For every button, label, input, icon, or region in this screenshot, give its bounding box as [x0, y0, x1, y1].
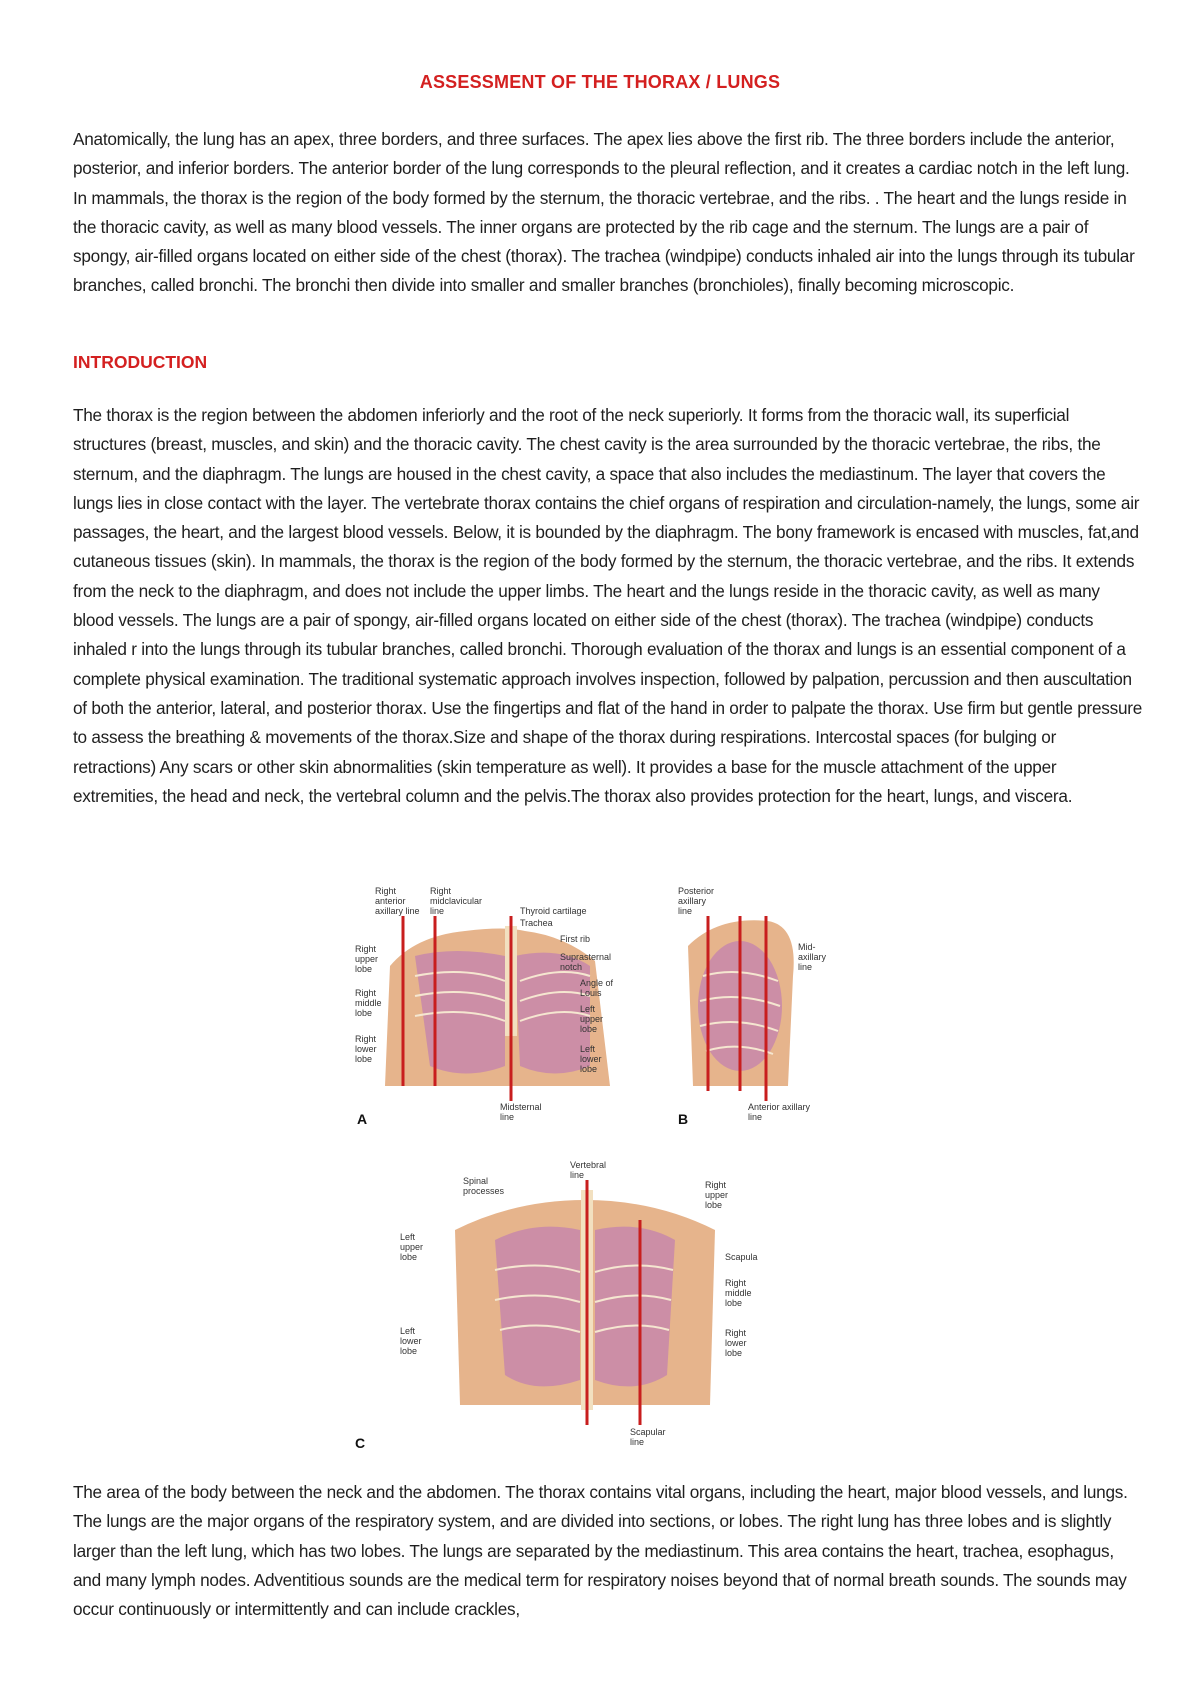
svg-text:Angle ofLouis: Angle of Louis: [580, 978, 614, 998]
svg-text:Suprasternalnotch: Suprasternal notch: [560, 952, 612, 972]
document-title: ASSESSMENT OF THE THORAX / LUNGS: [419, 72, 781, 92]
svg-text:Posterioraxillaryline: Posterior axillary line: [678, 886, 715, 916]
svg-text:Mid-axillaryline: Mid-axillary line: [798, 942, 827, 972]
svg-text:Vertebralline: Vertebral line: [570, 1160, 607, 1180]
label-midsternal-line: Midsternal: [500, 1102, 542, 1112]
label-right-middle-lobe-posterior: Right: [725, 1278, 747, 1288]
label-left-lower-lobe-posterior: Left: [400, 1326, 416, 1336]
panel-letter-a: A: [357, 1111, 368, 1127]
label-posterior-axillary-line: Posterior: [678, 886, 715, 896]
figure-anterior-thorax: [355, 886, 685, 1136]
label-mid-axillary-line: Mid-: [798, 942, 816, 952]
panel-letter-b: B: [678, 1111, 689, 1127]
label-first-rib: First rib: [560, 934, 590, 944]
label-right-upper-lobe: Right: [355, 944, 377, 954]
svg-text:Leftupperlobe: Left upper lobe: [580, 1004, 604, 1034]
svg-text:Rightlowerlobe: Right lower lobe: [355, 1034, 377, 1064]
label-left-lower-lobe: Left: [580, 1044, 596, 1054]
label-left-upper-lobe-posterior: Left: [400, 1232, 416, 1242]
label-angle-of-louis: Angle of: [580, 978, 614, 988]
panel-letter-c: C: [355, 1435, 366, 1450]
svg-text:Anterior axillaryline: Anterior axillary line: [748, 1102, 811, 1122]
label-vertebral-line: Vertebral: [570, 1160, 607, 1170]
figure-lateral-thorax: [678, 886, 858, 1136]
label-right-lower-lobe: Right: [355, 1034, 377, 1044]
introduction-heading: INTRODUCTION: [73, 352, 208, 372]
label-anterior-axillary-line: Anterior axillary: [748, 1102, 811, 1112]
svg-text:Leftlowerlobe: Left lower lobe: [400, 1326, 422, 1356]
paragraph-introduction: The thorax is the region between the abdomen inferiorly and the root of the neck superiorly. It forms from the thoracic wall, its superficial structures (breast, muscles, and skin) and the thoracic cavity. The chest cavity is the area surrounded by the thoracic vertebrae, the ribs, the sternum, and the diaphragm. The lungs are housed in the chest cavity, a space that also includes the mediastinum. The layer that covers the lungs lies in close contact with the layer. The vertebrate thorax contains the chief organs of respiration and circulation-namely, the lungs, some air passages, the heart, and the largest blood vessels. Below, it is bounded by the diaphragm. The bony framework is encased with muscles, fat,and cutaneous tissues (skin). In mammals, the thorax is the region of the body formed by the sternum, the thoracic vertebrae, and the ribs. It extends from the neck to the diaphragm, and does not include the upper limbs. The heart and the lungs reside in the thoracic cavity, as well as many blood vessels. The lungs are a pair of spongy, air-filled organs located on either side of the chest (thorax). The trachea (windpipe) conducts inhaled r into the lungs through its tubular branches, called bronchi. Thorough evaluation of the thorax and lungs is an essential component of a complete physical examination. The traditional systematic approach involves inspection, followed by palpation, percussion and then auscultation of both the anterior, lateral, and posterior thorax. Use the fingertips and flat of the hand in order to palpate the thorax. Use firm but gentle pressure to assess the breathing & movements of the thorax.Size and shape of the thorax during respirations. Intercostal spaces (for bulging or retractions) Any scars or other skin abnormalities (skin temperature as well). It provides a base for the muscle attachment of the upper extremities, the head and neck, the vertebral column and the pelvis.The thorax also provides protection for the heart, lungs, and viscera.: [73, 405, 1143, 806]
label-right-lower-lobe-posterior: Right: [725, 1328, 747, 1338]
label-right-middle-lobe: Right: [355, 988, 377, 998]
label-right-upper-lobe-posterior: Right: [705, 1180, 727, 1190]
svg-text:Rightupperlobe: Right upper lobe: [355, 944, 379, 974]
label-spinal-processes: Spinal: [463, 1176, 489, 1186]
svg-text:Rightanterioraxillary line: Right anterior axillary line: [375, 886, 420, 916]
svg-text:Midsternalline: Midsternal line: [500, 1102, 542, 1122]
svg-text:Rightmiddlelobe: Right middle lobe: [725, 1278, 752, 1308]
label-scapular-line: Scapular: [630, 1427, 666, 1437]
label-right-anterior-axillary-line: Right: [375, 886, 397, 896]
label-suprasternal-notch: Suprasternal: [560, 952, 612, 962]
label-thyroid-cartilage: Thyroid cartilage: [520, 906, 587, 916]
svg-text:Rightmiddlelobe: Right middle lobe: [355, 988, 382, 1018]
figure-posterior-thorax: [355, 1160, 835, 1450]
svg-text:Rightupperlobe: Right upper lobe: [705, 1180, 729, 1210]
svg-text:Leftupperlobe: Left upper lobe: [400, 1232, 424, 1262]
label-right-midclavicular-line: Right: [430, 886, 452, 896]
svg-text:Leftlowerlobe: Left lower lobe: [580, 1044, 602, 1074]
label-scapula: Scapula: [725, 1252, 758, 1262]
paragraph-lungs-summary: The area of the body between the neck and the abdomen. The thorax contains vital organs, including the heart, major blood vessels, and lungs. The lungs are the major organs of the respiratory system, and are divided into sections, or lobes. The right lung has three lobes and is slightly larger than the left lung, which has two lobes. The lungs are separated by the mediastinum. This area contains the heart, trachea, esophagus, and many lymph nodes. Adventitious sounds are the medical term for respiratory noises beyond that of normal breath sounds. The sounds may occur continuously or intermittently and can include crackles,: [73, 1482, 1128, 1620]
label-trachea: Trachea: [520, 918, 553, 928]
svg-text:Spinalprocesses: Spinal processes: [463, 1176, 505, 1196]
paragraph-overview: Anatomically, the lung has an apex, three borders, and three surfaces. The apex lies above the first rib. The three borders include the anterior, posterior, and inferior borders. The anterior border of the lung corresponds to the pleural reflection, and it creates a cardiac notch in the left lung. In mammals, the thorax is the region of the body formed by the sternum, the thoracic vertebrae, and the ribs. . The heart and the lungs reside in the thoracic cavity, as well as many blood vessels. The inner organs are protected by the rib cage and the sternum. The lungs are a pair of spongy, air-filled organs located on either side of the chest (thorax). The trachea (windpipe) conducts inhaled air into the lungs through its tubular branches, called bronchi. The bronchi then divide into smaller and smaller branches (bronchioles), finally becoming microscopic.: [73, 129, 1135, 296]
svg-text:Scapularline: Scapular line: [630, 1427, 666, 1447]
svg-text:Rightlowerlobe: Right lower lobe: [725, 1328, 747, 1358]
svg-text:Rightmidclavicularline: Right midclavicular line: [430, 886, 483, 916]
label-left-upper-lobe: Left: [580, 1004, 596, 1014]
